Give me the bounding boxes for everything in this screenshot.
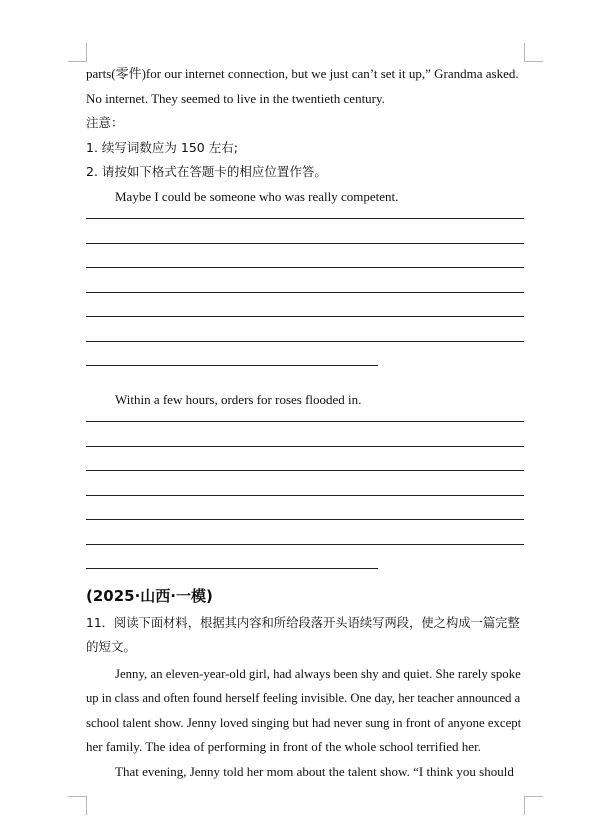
passage-p2-line-1: That evening, Jenny told her mom about the talent show. “I think you should	[115, 763, 514, 779]
answer-line-short	[86, 365, 378, 366]
intro-line-2: No internet. They seemed to live in the twentieth century.	[86, 90, 385, 106]
intro-line-1: parts(零件)for our internet connection, but we just can’t set it up,” Grandma asked.	[86, 66, 519, 81]
passage-p1-line-3: school talent show. Jenny loved singing but had never sung in front of anyone except	[86, 715, 522, 730]
question-line-2: 的短文。	[86, 639, 137, 654]
answer-line	[86, 470, 524, 471]
answer-line	[86, 218, 524, 219]
answer-line	[86, 316, 524, 317]
answer-line	[86, 267, 524, 268]
answer-line-short	[86, 568, 378, 569]
passage-p1-line-1: Jenny, an eleven-year-old girl, had always been shy and quiet. She rarely spoke	[115, 666, 521, 681]
notes-title: 注意：	[86, 115, 124, 130]
answer-lines-1	[86, 218, 524, 366]
section-title-text: (2025·山西·一模)	[86, 586, 213, 605]
answer-line	[86, 446, 524, 447]
answer-line	[86, 495, 524, 496]
continuation-prompt-1: Maybe I could be someone who was really competent.	[115, 188, 399, 204]
crop-mark-top-left	[68, 43, 87, 62]
answer-line	[86, 292, 524, 293]
passage-p1-line-2: up in class and often found herself feeling invisible. One day, her teacher announced a	[86, 691, 521, 705]
question-line-1: 11．阅读下面材料，根据其内容和所给段落开头语续写两段，使之构成一篇完整	[86, 615, 520, 630]
section-title	[86, 583, 524, 610]
answer-line	[86, 544, 524, 545]
answer-line	[86, 341, 524, 342]
crop-mark-top-right	[524, 43, 543, 62]
crop-mark-bottom-right	[524, 796, 543, 815]
answer-line	[86, 519, 524, 520]
answer-line	[86, 421, 524, 422]
continuation-prompt-2: Within a few hours, orders for roses flooded in.	[115, 391, 362, 407]
crop-mark-bottom-left	[68, 796, 87, 815]
passage-p1-line-4: her family. The idea of performing in front of the whole school terrified her.	[86, 739, 481, 754]
answer-line	[86, 243, 524, 244]
notes-item-1: 1. 续写词数应为 150 左右;	[86, 139, 238, 155]
answer-lines-2	[86, 421, 524, 569]
document-page	[86, 62, 524, 784]
notes-item-2: 2. 请按如下格式在答题卡的相应位置作答。	[86, 164, 327, 179]
